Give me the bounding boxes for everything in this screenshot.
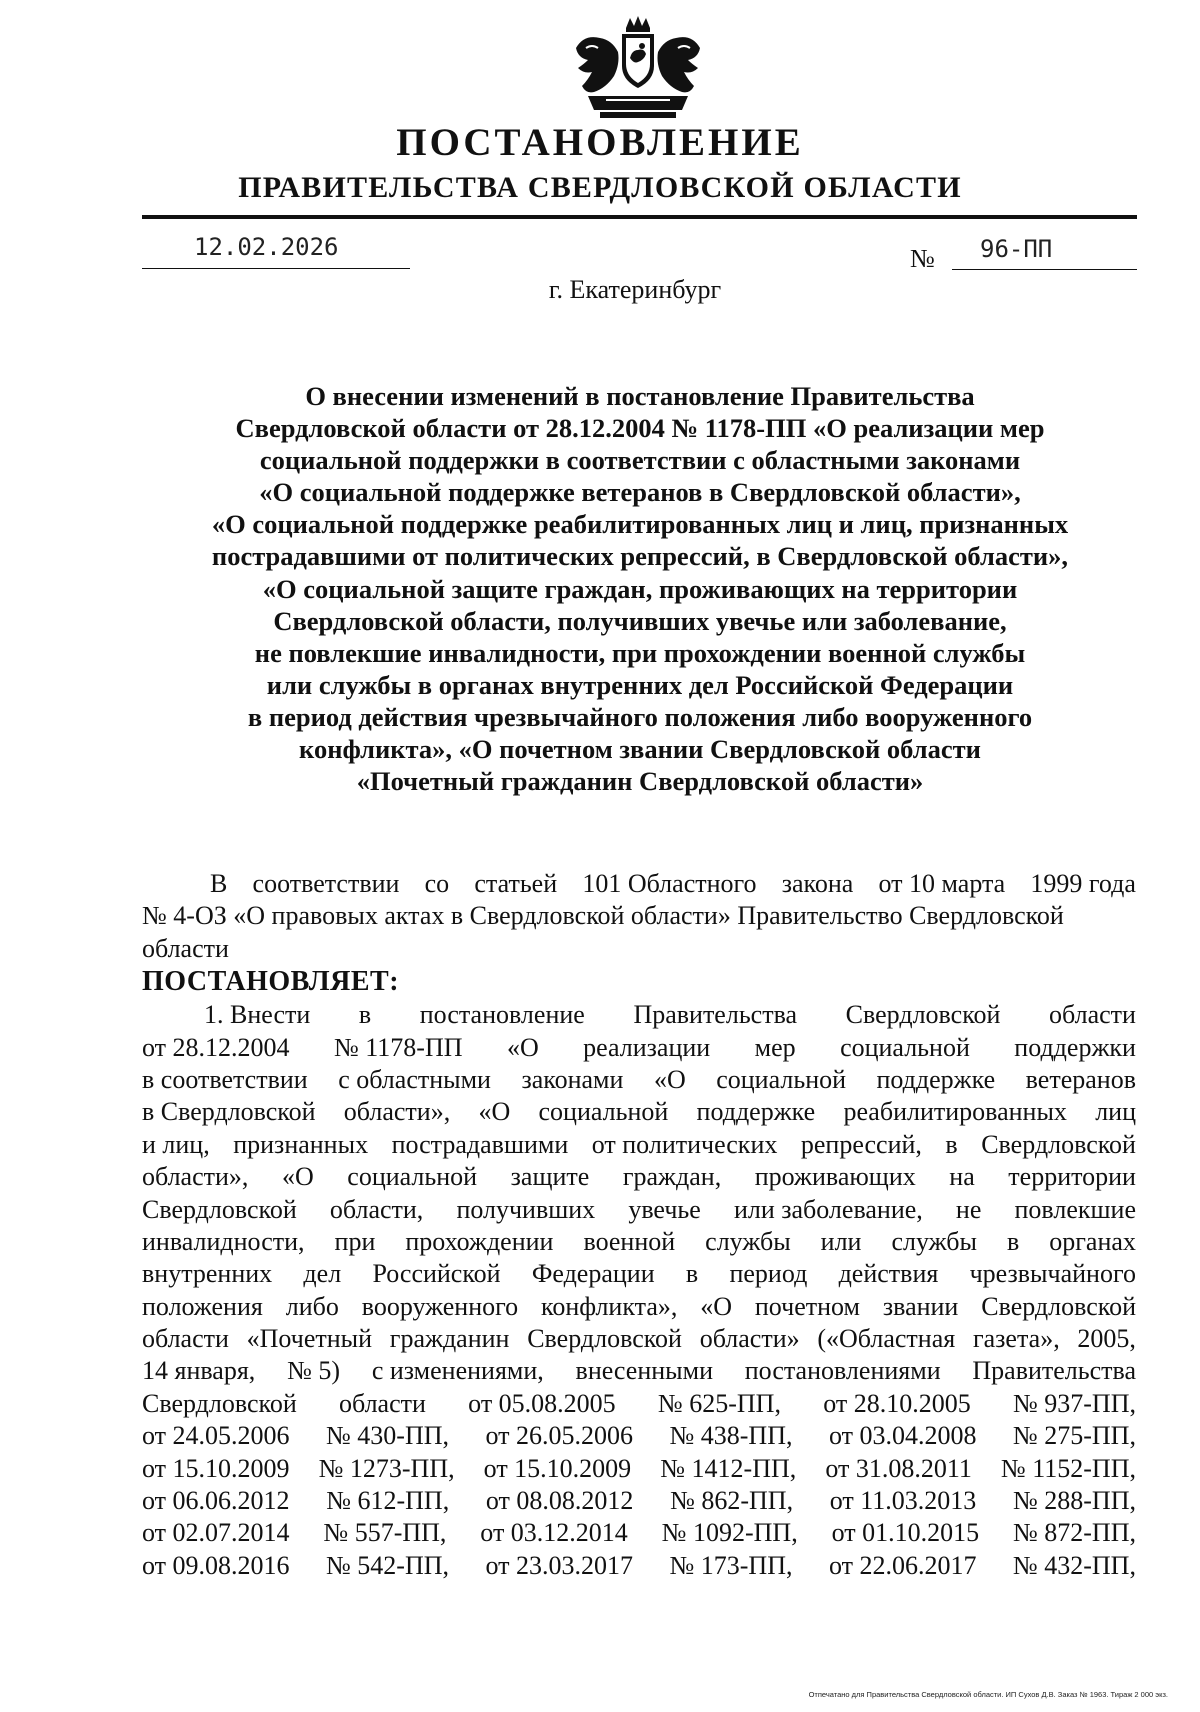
word: 1999 года [1030,869,1136,898]
word: ветеранов [1025,1064,1136,1094]
word: от 06.06.2012 [142,1486,290,1516]
word: граждан, [622,1162,722,1192]
city-line: г. Екатеринбург [548,275,722,304]
paragraph-line [142,1194,1136,1226]
word: социальной [716,1064,847,1094]
word: от 26.05.2006 [485,1421,633,1451]
word: признанных [233,1129,369,1159]
word: звании [882,1291,959,1321]
word: территории [1008,1162,1136,1192]
word: № 173-ПП, [669,1550,793,1580]
word: № 288-ПП, [1012,1486,1136,1516]
word: области», [142,1162,249,1192]
word: поддержке [876,1064,996,1094]
paragraph-line [142,1258,1136,1290]
word: Свердловской [845,1000,1001,1030]
word: № 438-ПП, [669,1421,793,1451]
word: № 1092-ПП, [661,1518,798,1548]
word: области, [329,1194,424,1224]
word: от 22.06.2017 [828,1550,977,1580]
word: чрезвычайного [969,1259,1136,1289]
word: от политических [591,1129,778,1159]
word: «Почетный [246,1324,373,1354]
paragraph-line [142,1485,1136,1517]
word: мер [754,1032,796,1062]
word: вооруженного [361,1291,519,1321]
subject-line: О внесении изменений в постановление Правительства [305,381,975,411]
word: соответствии [252,869,400,898]
word: период [729,1259,808,1289]
subject-line: Свердловской области, получивших увечье или заболевание, [273,605,1007,636]
paragraph-line [142,1323,1136,1355]
word: инвалидности, [142,1226,305,1256]
word: 101 Областного [582,869,757,898]
word: области [1049,1000,1136,1030]
word: от 15.10.2009 [483,1453,632,1483]
word: газета», [972,1324,1060,1354]
word: от 05.08.2005 [468,1388,616,1418]
word: поддержки [1014,1032,1136,1062]
word: № 275-ПП, [1012,1421,1136,1451]
word: № 1152-ПП, [1000,1453,1136,1483]
word: 14 января, [142,1356,256,1386]
word: статьей [474,869,558,898]
word: от 31.08.2011 [825,1453,972,1483]
word: при [334,1226,376,1256]
word: № 5) [287,1356,341,1386]
document-date: 12.02.2026 [194,233,339,261]
subject-line: не повлекшие инвалидности, при прохождении военной службы [254,637,1026,668]
word: лиц [1095,1097,1136,1127]
word: почетном [754,1291,860,1321]
paragraph-line [142,1355,1136,1387]
word: репрессий, [800,1129,922,1159]
word: от 09.08.2016 [142,1550,290,1580]
word: № 430-ПП, [325,1421,450,1451]
paragraph-line [142,1388,1136,1420]
word: № 612-ПП, [326,1486,450,1516]
word: и лиц, [142,1129,210,1159]
word: области [339,1388,426,1418]
word: пострадавшими [391,1129,569,1159]
word: службы [705,1226,791,1256]
word: области [142,1324,229,1354]
word: области» [699,1324,800,1354]
preamble-line [142,868,1136,900]
paragraph-line [142,1129,1136,1161]
word: области», [343,1097,451,1127]
word: № 1178-ПП [333,1032,463,1062]
word: от 08.08.2012 [485,1486,634,1516]
paragraph-line [142,999,1136,1031]
word: от 01.10.2015 [831,1518,980,1548]
word: № 625-ПП, [657,1388,781,1418]
word: Правительства [972,1356,1136,1386]
word: от 23.03.2017 [485,1550,633,1580]
word: от 11.03.2013 [829,1486,977,1516]
issuing-authority: ПРАВИТЕЛЬСТВА СВЕРДЛОВСКОЙ ОБЛАСТИ [238,171,962,204]
word: с изменениями, [371,1356,544,1386]
word: увечье [628,1194,701,1224]
document-number: 96-ПП [980,235,1053,263]
paragraph-line [142,1291,1136,1323]
subject-line: «Почетный гражданин Свердловской области» [356,766,924,797]
word: органах [1049,1226,1136,1256]
resolves-heading: ПОСТАНОВЛЯЕТ: [142,966,400,998]
word: постановление [419,1000,585,1030]
word: «О [653,1064,686,1094]
subject-line: конфликта», «О почетном звании Свердловской области [299,734,981,765]
number-field [952,232,1137,270]
word: гражданин [389,1324,510,1354]
header-divider [142,215,1137,219]
item-1-paragraph [142,999,1136,1582]
word: или заболевание, [733,1194,923,1224]
coat-of-arms-icon [566,14,710,124]
subject-line: «О социальной поддержке реабилитированных лиц и лиц, признанных [211,509,1069,540]
word: в [358,1000,372,1030]
paragraph-line [142,1032,1136,1064]
word: в [685,1259,699,1289]
word: В [210,869,228,898]
word: социальной [347,1162,478,1192]
word: № 937-ПП, [1012,1388,1136,1418]
word: реализации [583,1032,711,1062]
word: повлекшие [1014,1194,1136,1224]
word: проживающих [754,1162,916,1192]
word: реабилитированных [843,1097,1067,1127]
word: «О [281,1162,314,1192]
subject-line: Свердловской области от 28.12.2004 № 1178-ПП «О реализации мер [235,413,1045,444]
word: либо [285,1291,339,1321]
document-body [142,868,1136,1582]
word: от 03.12.2014 [480,1518,628,1548]
document-subject [140,380,1140,797]
word: «О [700,1291,733,1321]
word: № 862-ПП, [670,1486,794,1516]
word: защите [510,1162,590,1192]
word: от 10 марта [878,869,1006,898]
word: положения [142,1291,263,1321]
word: Свердловской [981,1129,1136,1159]
word: в [1006,1226,1020,1256]
word: внесенными [575,1356,713,1386]
word: № 872-ПП, [1012,1518,1136,1548]
word: 2005, [1077,1324,1136,1354]
subject-line: социальной поддержки в соответствии с областными законами [259,445,1021,476]
date-field [142,232,410,269]
document-type-title: ПОСТАНОВЛЕНИЕ [396,121,804,164]
word: не [955,1194,982,1224]
paragraph-line [142,1453,1136,1485]
word: № 1412-ПП, [660,1453,797,1483]
word: внутренних [142,1259,273,1289]
word: или [820,1226,862,1256]
paragraph-line [142,1096,1136,1128]
subject-line: «О социальной защите граждан, проживающих на территории [262,573,1018,604]
word: социальной [538,1097,669,1127]
paragraph-line [142,1550,1136,1582]
word: социальной [840,1032,970,1062]
word: от 24.05.2006 [142,1421,290,1451]
word: Свердловской [981,1291,1136,1321]
word: Свердловской [527,1324,682,1354]
word: в [945,1129,958,1159]
word: от 02.07.2014 [142,1518,290,1548]
word: от 15.10.2009 [142,1453,290,1483]
paragraph-line [142,1226,1136,1258]
word: от 28.12.2004 [142,1032,290,1062]
word: № 542-ПП, [325,1550,450,1580]
word: 1. Внести [204,1000,311,1030]
word: дел [303,1259,342,1289]
word: поддержке [696,1097,816,1127]
word: от 28.10.2005 [823,1388,971,1418]
word: «О [478,1097,511,1127]
word: службы [891,1226,977,1256]
subject-line: или службы в органах внутренних дел Российской Федерации [266,669,1014,700]
word: конфликта», [541,1291,678,1321]
word: постановлениями [744,1356,941,1386]
word: с областными [338,1064,491,1094]
word: действия [838,1259,939,1289]
paragraph-line [142,1064,1136,1096]
word: № 1273-ПП, [318,1453,455,1483]
word: прохождении [405,1226,554,1256]
word: получивших [456,1194,596,1224]
word: Свердловской [142,1388,297,1418]
subject-line: «О социальной поддержке ветеранов в Свердловской области», [259,477,1021,508]
number-sign: № [910,244,935,273]
word: Правительства [633,1000,798,1030]
word: «О [506,1032,539,1062]
preamble-line: области [142,933,229,963]
print-imprint: Отпечатано для Правительства Свердловской области. ИП Сухов Д.В. Заказ № 1963. Тираж 2 000 экз. [808,1690,1168,1699]
word: № 557-ПП, [323,1518,447,1548]
word: № 432-ПП, [1012,1550,1136,1580]
preamble-line: № 4-ОЗ «О правовых актах в Свердловской области» Правительство Свердловской [142,901,1064,931]
paragraph-line [142,1161,1136,1193]
word: со [424,869,450,898]
word: военной [583,1226,676,1256]
word: на [949,1162,975,1192]
word: Свердловской [142,1194,297,1224]
paragraph-line [142,1420,1136,1452]
word: в Свердловской [142,1097,316,1127]
word: («Областная [817,1324,956,1354]
subject-line: пострадавшими от политических репрессий, в Свердловской области», [211,541,1069,572]
word: закона [781,869,854,898]
paragraph-line [142,1517,1136,1549]
word: Федерации [531,1259,655,1289]
word: от 03.04.2008 [828,1421,977,1451]
word: Российской [372,1259,501,1289]
word: в соответствии [142,1064,308,1094]
word: законами [521,1064,624,1094]
subject-line: в период действия чрезвычайного положения либо вооруженного [247,701,1033,732]
